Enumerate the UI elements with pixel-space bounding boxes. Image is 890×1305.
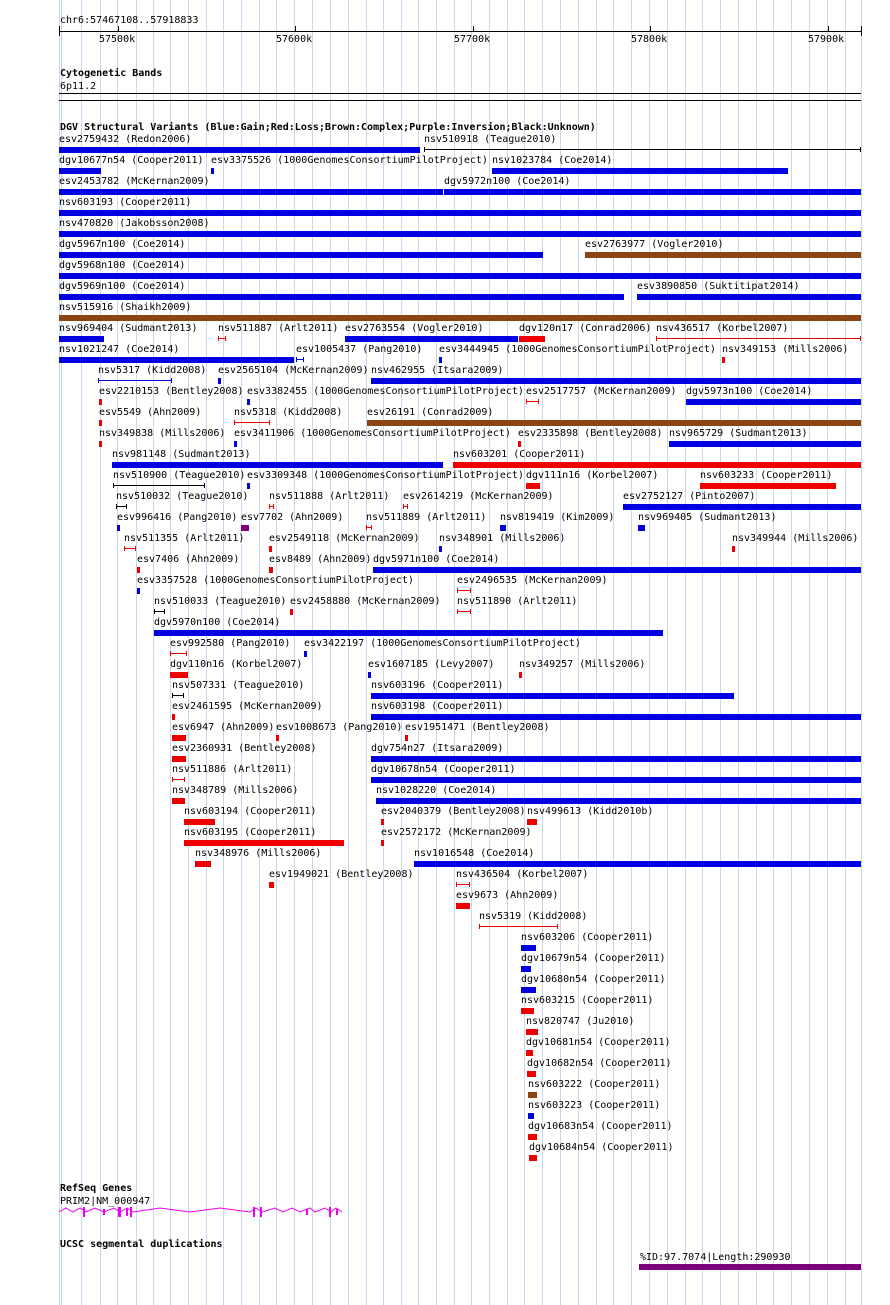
refseq-track-title: RefSeq Genes — [60, 1183, 133, 1194]
variant-label[interactable]: esv26191 (Conrad2009) — [367, 407, 494, 418]
variant-label[interactable]: nsv603194 (Cooper2011) — [184, 806, 317, 817]
gene-exon — [306, 1209, 308, 1215]
variant-label[interactable]: esv9673 (Ahn2009) — [456, 890, 559, 901]
variant-label[interactable]: esv1949021 (Bentley2008) — [269, 869, 414, 880]
variant-label[interactable]: nsv5317 (Kidd2008) — [98, 365, 207, 376]
cytoband-track-title: Cytogenetic Bands — [60, 68, 163, 79]
gene-exon — [118, 1207, 121, 1217]
variant-label[interactable]: dgv10683n54 (Cooper2011) — [528, 1121, 673, 1132]
variant-label[interactable]: esv2565104 (McKernan2009) — [218, 365, 369, 376]
variant-label[interactable]: esv3444945 (1000GenomesConsortiumPilotProject) — [439, 344, 716, 355]
variant-label[interactable]: nsv349838 (Mills2006) — [99, 428, 226, 439]
variant-label[interactable]: esv2759432 (Redon2006) — [59, 134, 192, 145]
variant-label[interactable]: esv1607185 (Levy2007) — [368, 659, 495, 670]
variant-label[interactable]: dgv5972n100 (Coe2014) — [444, 176, 571, 187]
variant-label[interactable]: nsv515916 (Shaikh2009) — [59, 302, 192, 313]
variant-label[interactable]: esv3411906 (1000GenomesConsortiumPilotProject) — [234, 428, 511, 439]
variant-label[interactable]: nsv969404 (Sudmant2013) — [59, 323, 198, 334]
variant-label[interactable]: nsv349944 (Mills2006) — [732, 533, 859, 544]
variant-label[interactable]: esv2461595 (McKernan2009) — [172, 701, 323, 712]
gene-exon — [329, 1207, 331, 1217]
variant-label[interactable]: dgv10677n54 (Cooper2011) — [59, 155, 204, 166]
variant-label[interactable]: esv1951471 (Bentley2008) — [405, 722, 550, 733]
variant-label[interactable]: dgv10678n54 (Cooper2011) — [371, 764, 516, 775]
variant-label[interactable]: nsv462955 (Itsara2009) — [371, 365, 504, 376]
gene-exon — [253, 1207, 255, 1217]
variant-label[interactable]: esv3375526 (1000GenomesConsortiumPilotProject) — [211, 155, 488, 166]
variant-label[interactable]: nsv511888 (Arlt2011) — [269, 491, 390, 502]
gene-exon — [130, 1207, 132, 1217]
variant-label[interactable]: nsv436504 (Korbel2007) — [456, 869, 589, 880]
segdup-label[interactable]: %ID:97.7074|Length:290930 — [640, 1252, 791, 1263]
variant-label[interactable]: nsv510032 (Teague2010) — [116, 491, 249, 502]
variant-label[interactable]: nsv511355 (Arlt2011) — [124, 533, 245, 544]
gene-exon — [103, 1209, 105, 1215]
variant-label[interactable]: esv2572172 (McKernan2009) — [381, 827, 532, 838]
ruler-tick-label: 57700k — [454, 34, 491, 45]
variant-label[interactable]: nsv511886 (Arlt2011) — [172, 764, 293, 775]
variant-label[interactable]: esv2335898 (Bentley2008) — [518, 428, 663, 439]
variant-label[interactable]: esv2614219 (McKernan2009) — [403, 491, 554, 502]
gene-exon — [126, 1208, 128, 1216]
variant-label[interactable]: nsv603195 (Cooper2011) — [184, 827, 317, 838]
variant-label[interactable]: dgv111n16 (Korbel2007) — [526, 470, 659, 481]
variant-label[interactable]: nsv511887 (Arlt2011) — [218, 323, 339, 334]
variant-label[interactable]: nsv510918 (Teague2010) — [424, 134, 557, 145]
variant-label[interactable]: esv7406 (Ahn2009) — [137, 554, 240, 565]
variant-label[interactable]: esv1005437 (Pang2010) — [296, 344, 423, 355]
ruler-tick-label: 57500k — [99, 34, 136, 45]
variant-label[interactable]: nsv603193 (Cooper2011) — [59, 197, 192, 208]
position-label: chr6:57467108..57918833 — [60, 15, 199, 26]
variant-label[interactable]: nsv349153 (Mills2006) — [722, 344, 849, 355]
variant-label[interactable]: nsv510900 (Teague2010) — [113, 470, 246, 481]
variant-label[interactable]: nsv510033 (Teague2010) — [154, 596, 287, 607]
variant-label[interactable]: nsv470820 (Jakobsson2008) — [59, 218, 210, 229]
variant-label[interactable]: dgv120n17 (Conrad2006) — [519, 323, 652, 334]
variant-label[interactable]: esv2517757 (McKernan2009) — [526, 386, 677, 397]
variant-label[interactable]: esv7702 (Ahn2009) — [241, 512, 344, 523]
variant-label[interactable]: nsv348901 (Mills2006) — [439, 533, 566, 544]
variant-label[interactable]: esv2496535 (McKernan2009) — [457, 575, 608, 586]
segdup-track-title: UCSC segmental duplications — [60, 1239, 223, 1250]
variant-label[interactable]: esv2040379 (Bentley2008) — [381, 806, 526, 817]
variant-label[interactable]: dgv5970n100 (Coe2014) — [154, 617, 281, 628]
variant-label[interactable]: esv2752127 (Pinto2007) — [623, 491, 756, 502]
variant-label[interactable]: esv3382455 (1000GenomesConsortiumPilotProject) — [247, 386, 524, 397]
variant-label[interactable]: nsv969405 (Sudmant2013) — [638, 512, 777, 523]
variant-label[interactable]: nsv5318 (Kidd2008) — [234, 407, 343, 418]
variant-label[interactable]: nsv436517 (Korbel2007) — [656, 323, 789, 334]
variant-label[interactable]: esv1008673 (Pang2010) — [276, 722, 403, 733]
ruler-tick-label: 57900k — [808, 34, 845, 45]
variant-label[interactable]: nsv1028220 (Coe2014) — [376, 785, 497, 796]
variant-label[interactable]: esv8489 (Ahn2009) — [269, 554, 372, 565]
variant-label[interactable]: esv992580 (Pang2010) — [170, 638, 291, 649]
variant-label[interactable]: nsv5319 (Kidd2008) — [479, 911, 588, 922]
variant-label[interactable]: esv3422197 (1000GenomesConsortiumPilotProject) — [304, 638, 581, 649]
variant-label[interactable]: nsv603233 (Cooper2011) — [700, 470, 833, 481]
cytoband-label: 6p11.2 — [60, 81, 97, 92]
variant-label[interactable]: esv6947 (Ahn2009) — [172, 722, 275, 733]
variant-label[interactable]: dgv5971n100 (Coe2014) — [373, 554, 500, 565]
variant-label[interactable]: esv2453782 (McKernan2009) — [59, 176, 210, 187]
variant-label[interactable]: nsv965729 (Sudmant2013) — [669, 428, 808, 439]
gene-exon — [83, 1207, 85, 1217]
variant-label[interactable]: dgv10680n54 (Cooper2011) — [521, 974, 666, 985]
variant-label[interactable]: dgv5967n100 (Coe2014) — [59, 239, 186, 250]
variant-label[interactable]: nsv348976 (Mills2006) — [195, 848, 322, 859]
variant-label[interactable]: nsv349257 (Mills2006) — [519, 659, 646, 670]
variant-label[interactable]: esv2549118 (McKernan2009) — [269, 533, 420, 544]
segdup-bar[interactable] — [639, 1264, 861, 1270]
variant-label[interactable]: dgv110n16 (Korbel2007) — [170, 659, 303, 670]
gene-exon — [260, 1207, 262, 1217]
variant-label[interactable]: esv3309348 (1000GenomesConsortiumPilotProject) — [247, 470, 524, 481]
variant-label[interactable]: nsv511889 (Arlt2011) — [366, 512, 487, 523]
variant-label[interactable]: nsv1023784 (Coe2014) — [492, 155, 613, 166]
variant-label[interactable]: nsv819419 (Kim2009) — [500, 512, 615, 523]
variant-label[interactable]: nsv981148 (Sudmant2013) — [112, 449, 251, 460]
variant-label[interactable]: esv996416 (Pang2010) — [117, 512, 238, 523]
variant-label[interactable]: dgv5973n100 (Coe2014) — [686, 386, 813, 397]
variant-label[interactable]: nsv507331 (Teague2010) — [172, 680, 305, 691]
variant-label[interactable]: dgv10679n54 (Cooper2011) — [521, 953, 666, 964]
variant-label[interactable]: nsv1016548 (Coe2014) — [414, 848, 535, 859]
variant-label[interactable]: nsv603215 (Cooper2011) — [521, 995, 654, 1006]
variant-label[interactable]: dgv10681n54 (Cooper2011) — [526, 1037, 671, 1048]
gene-exon — [336, 1209, 338, 1215]
variant-label[interactable]: nsv603223 (Cooper2011) — [528, 1100, 661, 1111]
variant-label[interactable]: nsv348789 (Mills2006) — [172, 785, 299, 796]
variant-label[interactable]: esv2763977 (Vogler2010) — [585, 239, 724, 250]
variant-label[interactable]: esv3357528 (1000GenomesConsortiumPilotProject) — [137, 575, 414, 586]
ruler-tick-label: 57600k — [276, 34, 313, 45]
variant-label[interactable]: dgv5969n100 (Coe2014) — [59, 281, 186, 292]
variant-label[interactable]: esv3890850 (Suktitipat2014) — [637, 281, 800, 292]
variant-label[interactable]: esv2458880 (McKernan2009) — [290, 596, 441, 607]
variant-label[interactable]: esv5549 (Ahn2009) — [99, 407, 202, 418]
variant-label[interactable]: esv2360931 (Bentley2008) — [172, 743, 317, 754]
variant-label[interactable]: nsv1021247 (Coe2014) — [59, 344, 180, 355]
gene-intron-line — [59, 1208, 342, 1212]
variant-label[interactable]: dgv10684n54 (Cooper2011) — [529, 1142, 674, 1153]
variant-label[interactable]: dgv10682n54 (Cooper2011) — [527, 1058, 672, 1069]
variant-label[interactable]: nsv820747 (Ju2010) — [526, 1016, 635, 1027]
variant-label[interactable]: esv2210153 (Bentley2008) — [99, 386, 244, 397]
refseq-gene-label[interactable]: PRIM2|NM_000947 — [60, 1196, 151, 1207]
variant-label[interactable]: esv2763554 (Vogler2010) — [345, 323, 484, 334]
variant-label[interactable]: nsv603201 (Cooper2011) — [453, 449, 586, 460]
variant-label[interactable]: nsv511890 (Arlt2011) — [457, 596, 578, 607]
variant-label[interactable]: dgv5968n100 (Coe2014) — [59, 260, 186, 271]
variant-label[interactable]: nsv603196 (Cooper2011) — [371, 680, 504, 691]
variant-label[interactable]: nsv499613 (Kidd2010b) — [527, 806, 654, 817]
dgv-track-title: DGV Structural Variants (Blue:Gain;Red:Loss;Brown:Complex;Purple:Inversion;Black:Unknown) — [60, 122, 596, 133]
variant-label[interactable]: dgv754n27 (Itsara2009) — [371, 743, 504, 754]
variant-label[interactable]: nsv603222 (Cooper2011) — [528, 1079, 661, 1090]
variant-label[interactable]: nsv603206 (Cooper2011) — [521, 932, 654, 943]
variant-label[interactable]: nsv603198 (Cooper2011) — [371, 701, 504, 712]
ruler-tick-label: 57800k — [631, 34, 668, 45]
